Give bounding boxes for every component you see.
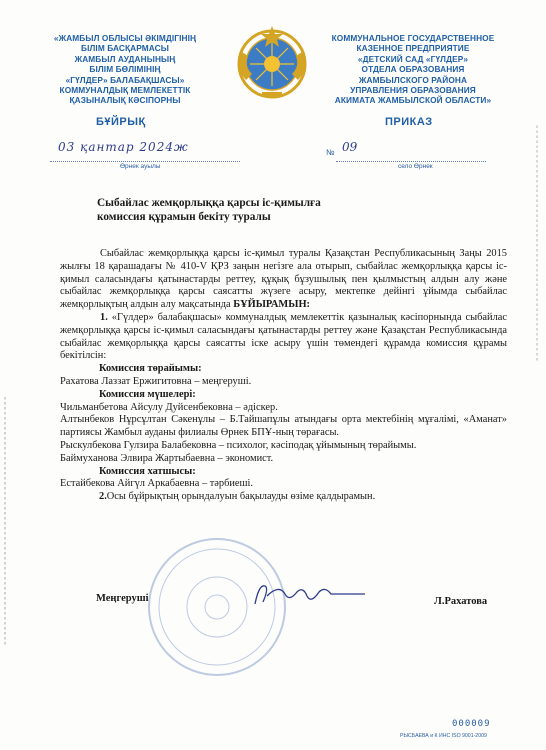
date-handwritten: 03 қантар 2024ж (58, 140, 189, 154)
member-line: Рыскулбекова Гулзира Балабековна – психолог, кәсіподақ ұйымының төрайымы. (60, 439, 417, 451)
header-ru-line: АКИМАТА ЖАМБЫЛСКОЙ ОБЛАСТИ» (334, 95, 492, 106)
header-kz-line: «ГҮЛДЕР» БАЛАБАҚШАСЫ» (65, 74, 185, 85)
place-kz: Өрнек ауылы (120, 163, 161, 170)
header-ru-line: КАЗЕННОЕ ПРЕДПРИЯТИЕ (356, 43, 470, 54)
secretary-line: Естайбекова Айгүл Аркабаевна – тәрбиеші. (60, 478, 254, 490)
serial-number: 000009 (452, 719, 491, 729)
number-label: № (326, 148, 335, 157)
header-ru-line: ЖАМБЫЛСКОГО РАЙОНА (358, 74, 468, 85)
header-kz-line: ЖАМБЫЛ АУДАНЫНЫҢ (74, 53, 176, 64)
side-watermark-right: ‖ ‖ ‖ ‖ ‖ ‖ ‖ ‖ ‖ ‖ ‖ ‖ ‖ ‖ ‖ ‖ ‖ ‖ ‖ ‖ ‖ ‖ ‖ ‖ ‖ ‖ ‖ ‖ ‖ ‖ ‖ ‖ ‖ ‖ ‖ ‖ ‖ ‖ ‖ ‖ ‖ ‖ ‖ ‖ ‖ ‖ ‖ ‖ (535, 125, 539, 362)
header-ru-line: КОММУНАЛЬНОЕ ГОСУДАРСТВЕННОЕ (331, 33, 495, 43)
member-line: Чильманбетова Айсулу Дуйсенбековна – әдіскер. (60, 401, 278, 413)
header-ru-line: «ДЕТСКИЙ САД «ГҮЛДЕР» (357, 53, 469, 64)
document-body (60, 248, 507, 504)
signature-label: Меңгеруші (96, 593, 149, 604)
document-title-line: комиссия құрамын бекіту туралы (97, 210, 271, 223)
handwritten-signature-icon (245, 580, 375, 610)
member-line: Алтынбеков Нұрсұлтан Сәкенұлы – Б.Тайшапұлы атындағы орта мектебінің мұғалімі, «Аманат» партиясы Жамбыл ауданы филиалы Өрнек БПҰ-ның төрағасы. (60, 414, 507, 439)
state-emblem-icon (232, 22, 312, 102)
header-kazakh (30, 33, 220, 106)
member-line: Баймуханова Элвира Жартыбаевна – экономист. (60, 452, 274, 464)
document-title (97, 197, 321, 224)
item2-number: 2. (99, 491, 107, 503)
header-kz-line: ҚАЗЫНАЛЫҚ КӘСІПОРНЫ (69, 95, 181, 106)
chair-line: Рахатова Лаззат Ержигитовна – меңгеруші. (60, 375, 252, 387)
intro-text: Сыбайлас жемқорлыққа қарсы іс-қимыл туралы Қазақстан Республикасының Заңы 2015 жылғы 18 қарашадағы № 410-V ҚРЗ заңын негізге ала отырып, сыбайлас жемқорлыққа қарсы іс-қимыл саласындағы қатынастарды реттеу, құқық бұзушылық пен қылмыстың алдын алу және сыбайлас жемқорлыққа қарсы саясатты жүзеге асыру, мектепке дейінгі ұйымда сыбайлас жемқорлықтың алдын алу мақсатында (60, 248, 507, 311)
item1-paragraph (60, 312, 507, 363)
item1-text: «Гүлдер» балабақшасы» коммуналдық мемлекеттік қазыналық кәсіпорнында сыбайлас жемқорлыққа қарсы іс-қимыл саласындағы қатынастарды реттеу және Қазақстан Республикасында сыбайлас жемқорлыққа қарсы саясатты іске асыру үшін төмендегі құрамда комиссия құрамы бекітілсін: (60, 311, 507, 362)
place-ru: село Өрнек (398, 163, 433, 170)
header-russian (318, 33, 508, 106)
header-kz-line: БІЛІМ БАСҚАРМАСЫ (81, 43, 169, 54)
intro-emphasis: БҰЙЫРАМЫН: (233, 299, 310, 311)
header-ru-line: ОТДЕЛА ОБРАЗОВАНИЯ (361, 64, 465, 75)
signatory-name: Л.Рахатова (434, 596, 488, 607)
number-handwritten: 09 (342, 140, 358, 154)
item2-text: Осы бұйрықтың орындалуын бақылауды өзіме қалдырамын. (106, 491, 376, 503)
item1-number: 1. (100, 311, 108, 323)
header-kz-line: КОММУНАЛДЫҚ МЕМЛЕКЕТТІК (59, 85, 191, 96)
printer-mark: РЫСБАЕВА и К ИНС ISO 9001-2009 (400, 733, 487, 739)
document-title-line: Сыбайлас жемқорлыққа қарсы іс-қимылға (97, 197, 321, 209)
members-heading: Комиссия мүшелері: (99, 388, 196, 400)
header-ru-line: УПРАВЛЕНИЯ ОБРАЗОВАНИЯ (350, 85, 476, 96)
secretary-heading: Комиссия хатшысы: (99, 465, 196, 477)
item2-paragraph (60, 491, 507, 504)
header-kz-line: «ЖАМБЫЛ ОБЛЫСЫ ӘКІМДІГІНІҢ (53, 33, 197, 43)
number-underline (336, 147, 486, 162)
order-title-kz: БҰЙРЫҚ (96, 116, 146, 128)
intro-paragraph (60, 248, 507, 312)
chair-heading: Комиссия төрайымы: (99, 363, 202, 375)
order-title-ru: ПРИКАЗ (385, 116, 433, 128)
side-watermark-left: ‖ ‖ ‖ ‖ ‖ ‖ ‖ ‖ ‖ ‖ ‖ ‖ ‖ ‖ ‖ ‖ ‖ ‖ ‖ ‖ ‖ ‖ ‖ ‖ ‖ ‖ ‖ ‖ ‖ ‖ ‖ ‖ ‖ ‖ ‖ ‖ ‖ ‖ ‖ ‖ ‖ ‖ ‖ ‖ ‖ ‖ ‖ ‖ ‖ ‖ (3, 396, 7, 645)
header-kz-line: БІЛІМ БӨЛІМІНІҢ (89, 64, 161, 75)
